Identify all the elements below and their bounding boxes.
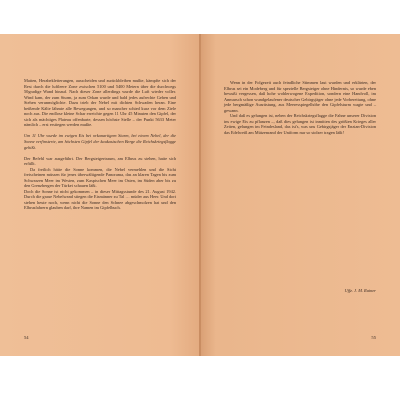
right-page bbox=[200, 34, 400, 356]
left-page-text bbox=[24, 78, 176, 211]
right-page-text bbox=[224, 80, 376, 135]
left-page bbox=[0, 34, 200, 356]
book-gutter bbox=[199, 34, 201, 356]
paragraph: Matten, Herabekletterungen, ausscheiden und zurückbleiben mußte, kämpfte sich der Rest durch die luftleere Zone zwischen 5100 und 5400 Metern über die durchwegs 50gradige Wand hinauf. Nach dieser Zone allerdings wurde die Luft wieder voller. Wind kam, der zum Sturm, ja zum Orkan wurde und bald jedes aufrechte Gehen und Stehen verunmöglichte. Dazu trieb der Nebel mit dichten Schwaden heran. Eine beißende Kälte lähmte alle Bewegungen, und so mancher schied kurz vor dem Ziele noch aus. Die endlose kleine Schar erreichte gegen 11 Uhr 45 Minuten den Gipfel, der sich als mächtiges Plateau offenbarte, dessen höchste Stelle – der Punkt 5633 Meter nämlich – erst erstiegen werden mußte. bbox=[24, 78, 176, 128]
page-number: 54 bbox=[24, 335, 29, 340]
signature: Uffz. J. M. Rainer bbox=[344, 288, 376, 293]
paragraph: Und daß es gelungen ist, neben der Reichskriegsflagge die Fahne unserer Division ins ewige Eis zu pflanzen –, daß dies gelungen ist inmitten des größten Krieges aller Zeiten, gelungen im Feindesland, das ist's, was uns Gebirgsjäger der Enzian-Division das Edelweiß am Mützenrand der Uniform nur so stolzer tragen läßt! bbox=[224, 113, 376, 135]
paragraph-italic: Um 11 Uhr wurde im ewigen Eis bei orkanartigem Sturm, bei einem Nebel, der die Sonne verfinsterte, am höchsten Gipfel der kaukasischen Berge die Reichskriegsflagge gehißt. bbox=[24, 133, 176, 150]
paragraph: Der Befehl war ausgeführt. Der Bergsteigertraum, am Elbrus zu stehen, hatte sich erfüllt. bbox=[24, 155, 176, 167]
page-number: 55 bbox=[371, 335, 376, 340]
paragraph: Da freilich hätte die Sonne kommen, die Nebel vermehlen und die Sicht freischeinen müssen für jenes überwältigende Panorama, das an klaren Tagen bis zum Schwarzen Meer im Westen, zum Kaspischen Meer im Osten, im Süden aber bis zu den Grenzbergen der Türkei schauen läßt. bbox=[24, 166, 176, 189]
paragraph: Doch die Sonne ist nicht gekommen – in dieser Mittagsstunde des 21. August 1942. Durch die graue Nebelwand stiegen die Eismänner zu Tal … müder aus Heer. Und dort stehen heute noch, wenn nicht die Sonne den Schnee abgeschmolzen hat und den Elbrusfahrern glauben darf, ihre Namen im Gipfelbuch. bbox=[24, 188, 176, 211]
paragraph: Wenn in der Folgezeit auch feindliche Stimmen laut wurden und erklärten, der Elbrus sei ein Modeberg und für spezielle Bergsteiger ohne Hindernis, so wurde eben bewußt vergessen, daß hohe wohlerwogene Expedition, sondern eine Handvoll, im Anmarsch schon wundgelaufener deutscher Gebirgsjäger ohne jede Vorbereitung, ohne jede bergmäßige Ausrüstung, aus Meeresspiegelhöhe den Gipfelsturm wagte und – gewann. bbox=[224, 80, 376, 113]
